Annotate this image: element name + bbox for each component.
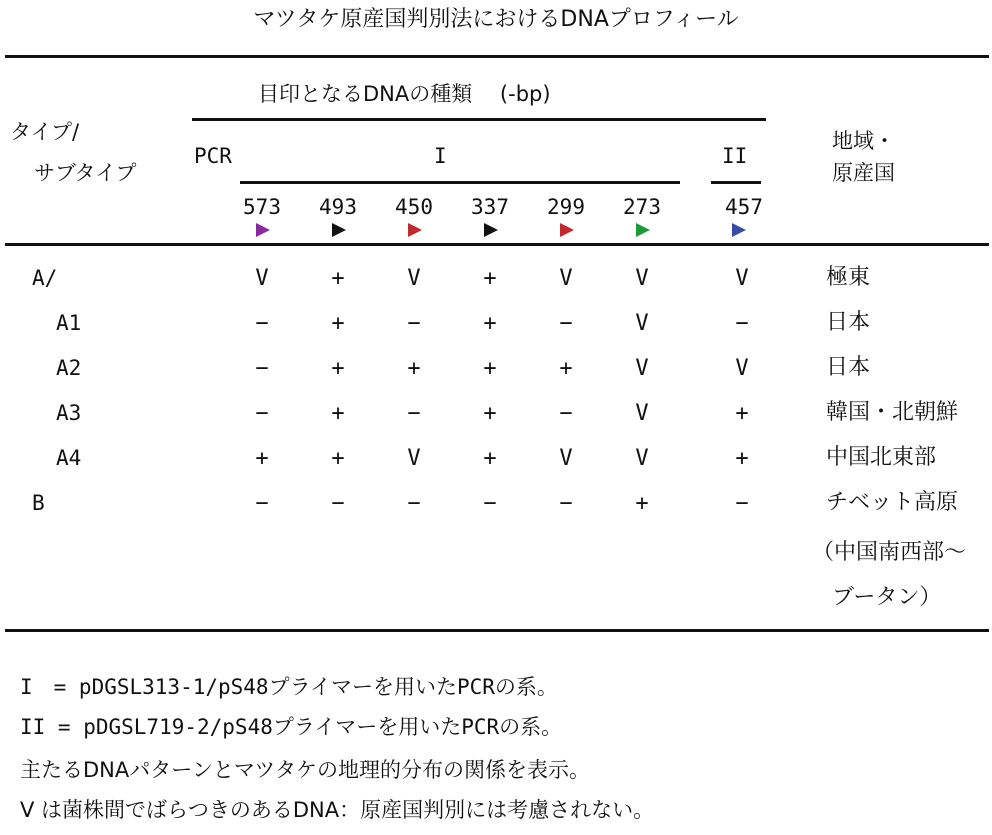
table-cell: V [635, 401, 649, 426]
row-label: A/ [32, 266, 58, 290]
row-label: A2 [56, 356, 82, 380]
table-cell: V [735, 266, 749, 291]
size-493: 493 [319, 195, 357, 219]
table-cell: V [407, 446, 421, 471]
marker-triangle-450 [408, 223, 422, 237]
table-cell: − [559, 311, 573, 336]
region-extra-line2: ブータン） [832, 585, 942, 610]
size-573: 573 [243, 195, 281, 219]
row-region: 中国北東部 [826, 445, 937, 470]
row-region: チベット高原 [826, 490, 959, 515]
table-cell: + [331, 311, 345, 336]
table-cell: − [255, 356, 269, 381]
table-bottom-rule [5, 629, 989, 632]
table-cell: + [483, 446, 497, 471]
header-bottom-rule [5, 243, 989, 246]
system-i-label: I [434, 144, 447, 168]
table-cell: − [255, 491, 269, 516]
system-ii-rule [711, 181, 761, 184]
row-label: A3 [56, 401, 82, 425]
table-cell: + [331, 401, 345, 426]
size-299: 299 [547, 195, 585, 219]
region-header-line1: 地域・ [832, 129, 895, 153]
table-cell: − [407, 491, 421, 516]
table-cell: + [735, 446, 749, 471]
table-cell: + [483, 401, 497, 426]
table-cell: + [255, 446, 269, 471]
table-cell: + [483, 311, 497, 336]
pcr-label: PCR [194, 144, 232, 168]
table-cell: V [635, 446, 649, 471]
row-region: 日本 [826, 355, 871, 380]
table-cell: + [483, 266, 497, 291]
row-region: 日本 [826, 310, 871, 335]
table-cell: − [331, 491, 345, 516]
size-450: 450 [395, 195, 433, 219]
size-457: 457 [725, 195, 763, 219]
row-region: 韓国・北朝鮮 [826, 400, 959, 425]
note-system-ii: II = pDGSL719-2/pS48プライマーを用いたPCRの系。 [20, 715, 563, 739]
marker-triangle-573 [256, 223, 270, 237]
table-cell: − [407, 401, 421, 426]
table-cell: V [407, 266, 421, 291]
table-cell: V [255, 266, 269, 291]
marker-triangle-493 [332, 223, 346, 237]
type-header-line1: タイプ/ [10, 120, 80, 144]
note-variable: V は菌株間でばらつきのあるDNA：原産国判別には考慮されない。 [20, 798, 655, 822]
type-header-line2: サブタイプ [34, 161, 137, 185]
table-cell: − [407, 311, 421, 336]
table-cell: V [635, 266, 649, 291]
row-label: B [32, 491, 45, 515]
table-cell: + [331, 446, 345, 471]
table-cell: V [559, 446, 573, 471]
table-cell: − [483, 491, 497, 516]
note-system-i: I = pDGSL313-1/pS48プライマーを用いたPCRの系。 [20, 675, 558, 699]
table-cell: V [559, 266, 573, 291]
table-cell: − [735, 311, 749, 336]
size-337: 337 [471, 195, 509, 219]
table-cell: − [255, 401, 269, 426]
table-cell: − [255, 311, 269, 336]
marker-triangle-299 [560, 223, 574, 237]
table-cell: V [635, 356, 649, 381]
table-cell: − [559, 491, 573, 516]
note-distribution: 主たるDNAパターンとマツタケの地理的分布の関係を表示。 [20, 758, 590, 782]
page-title: マツタケ原産国判別法におけるDNAプロフィール [253, 7, 739, 32]
marker-heading: 目印となるDNAの種類 (-bp) [258, 82, 551, 106]
table-cell: + [407, 356, 421, 381]
table-cell: − [559, 401, 573, 426]
marker-triangle-273 [636, 223, 650, 237]
table-cell: + [559, 356, 573, 381]
table-cell: V [635, 311, 649, 336]
marker-triangle-457 [732, 223, 746, 237]
table-top-rule [5, 55, 989, 58]
region-header-line2: 原産国 [832, 161, 895, 185]
table-cell: + [331, 356, 345, 381]
system-i-rule [240, 181, 680, 184]
table-cell: − [735, 491, 749, 516]
row-region: 極東 [826, 265, 871, 290]
row-label: A4 [56, 446, 82, 470]
table-cell: + [735, 401, 749, 426]
marker-triangle-337 [484, 223, 498, 237]
table-cell: + [635, 491, 649, 516]
marker-heading-rule [192, 118, 766, 121]
region-extra-line1: （中国南西部〜 [812, 540, 967, 565]
system-ii-label: II [722, 144, 748, 168]
table-cell: + [331, 266, 345, 291]
table-cell: V [735, 356, 749, 381]
table-cell: + [483, 356, 497, 381]
row-label: A1 [56, 311, 82, 335]
size-273: 273 [623, 195, 661, 219]
